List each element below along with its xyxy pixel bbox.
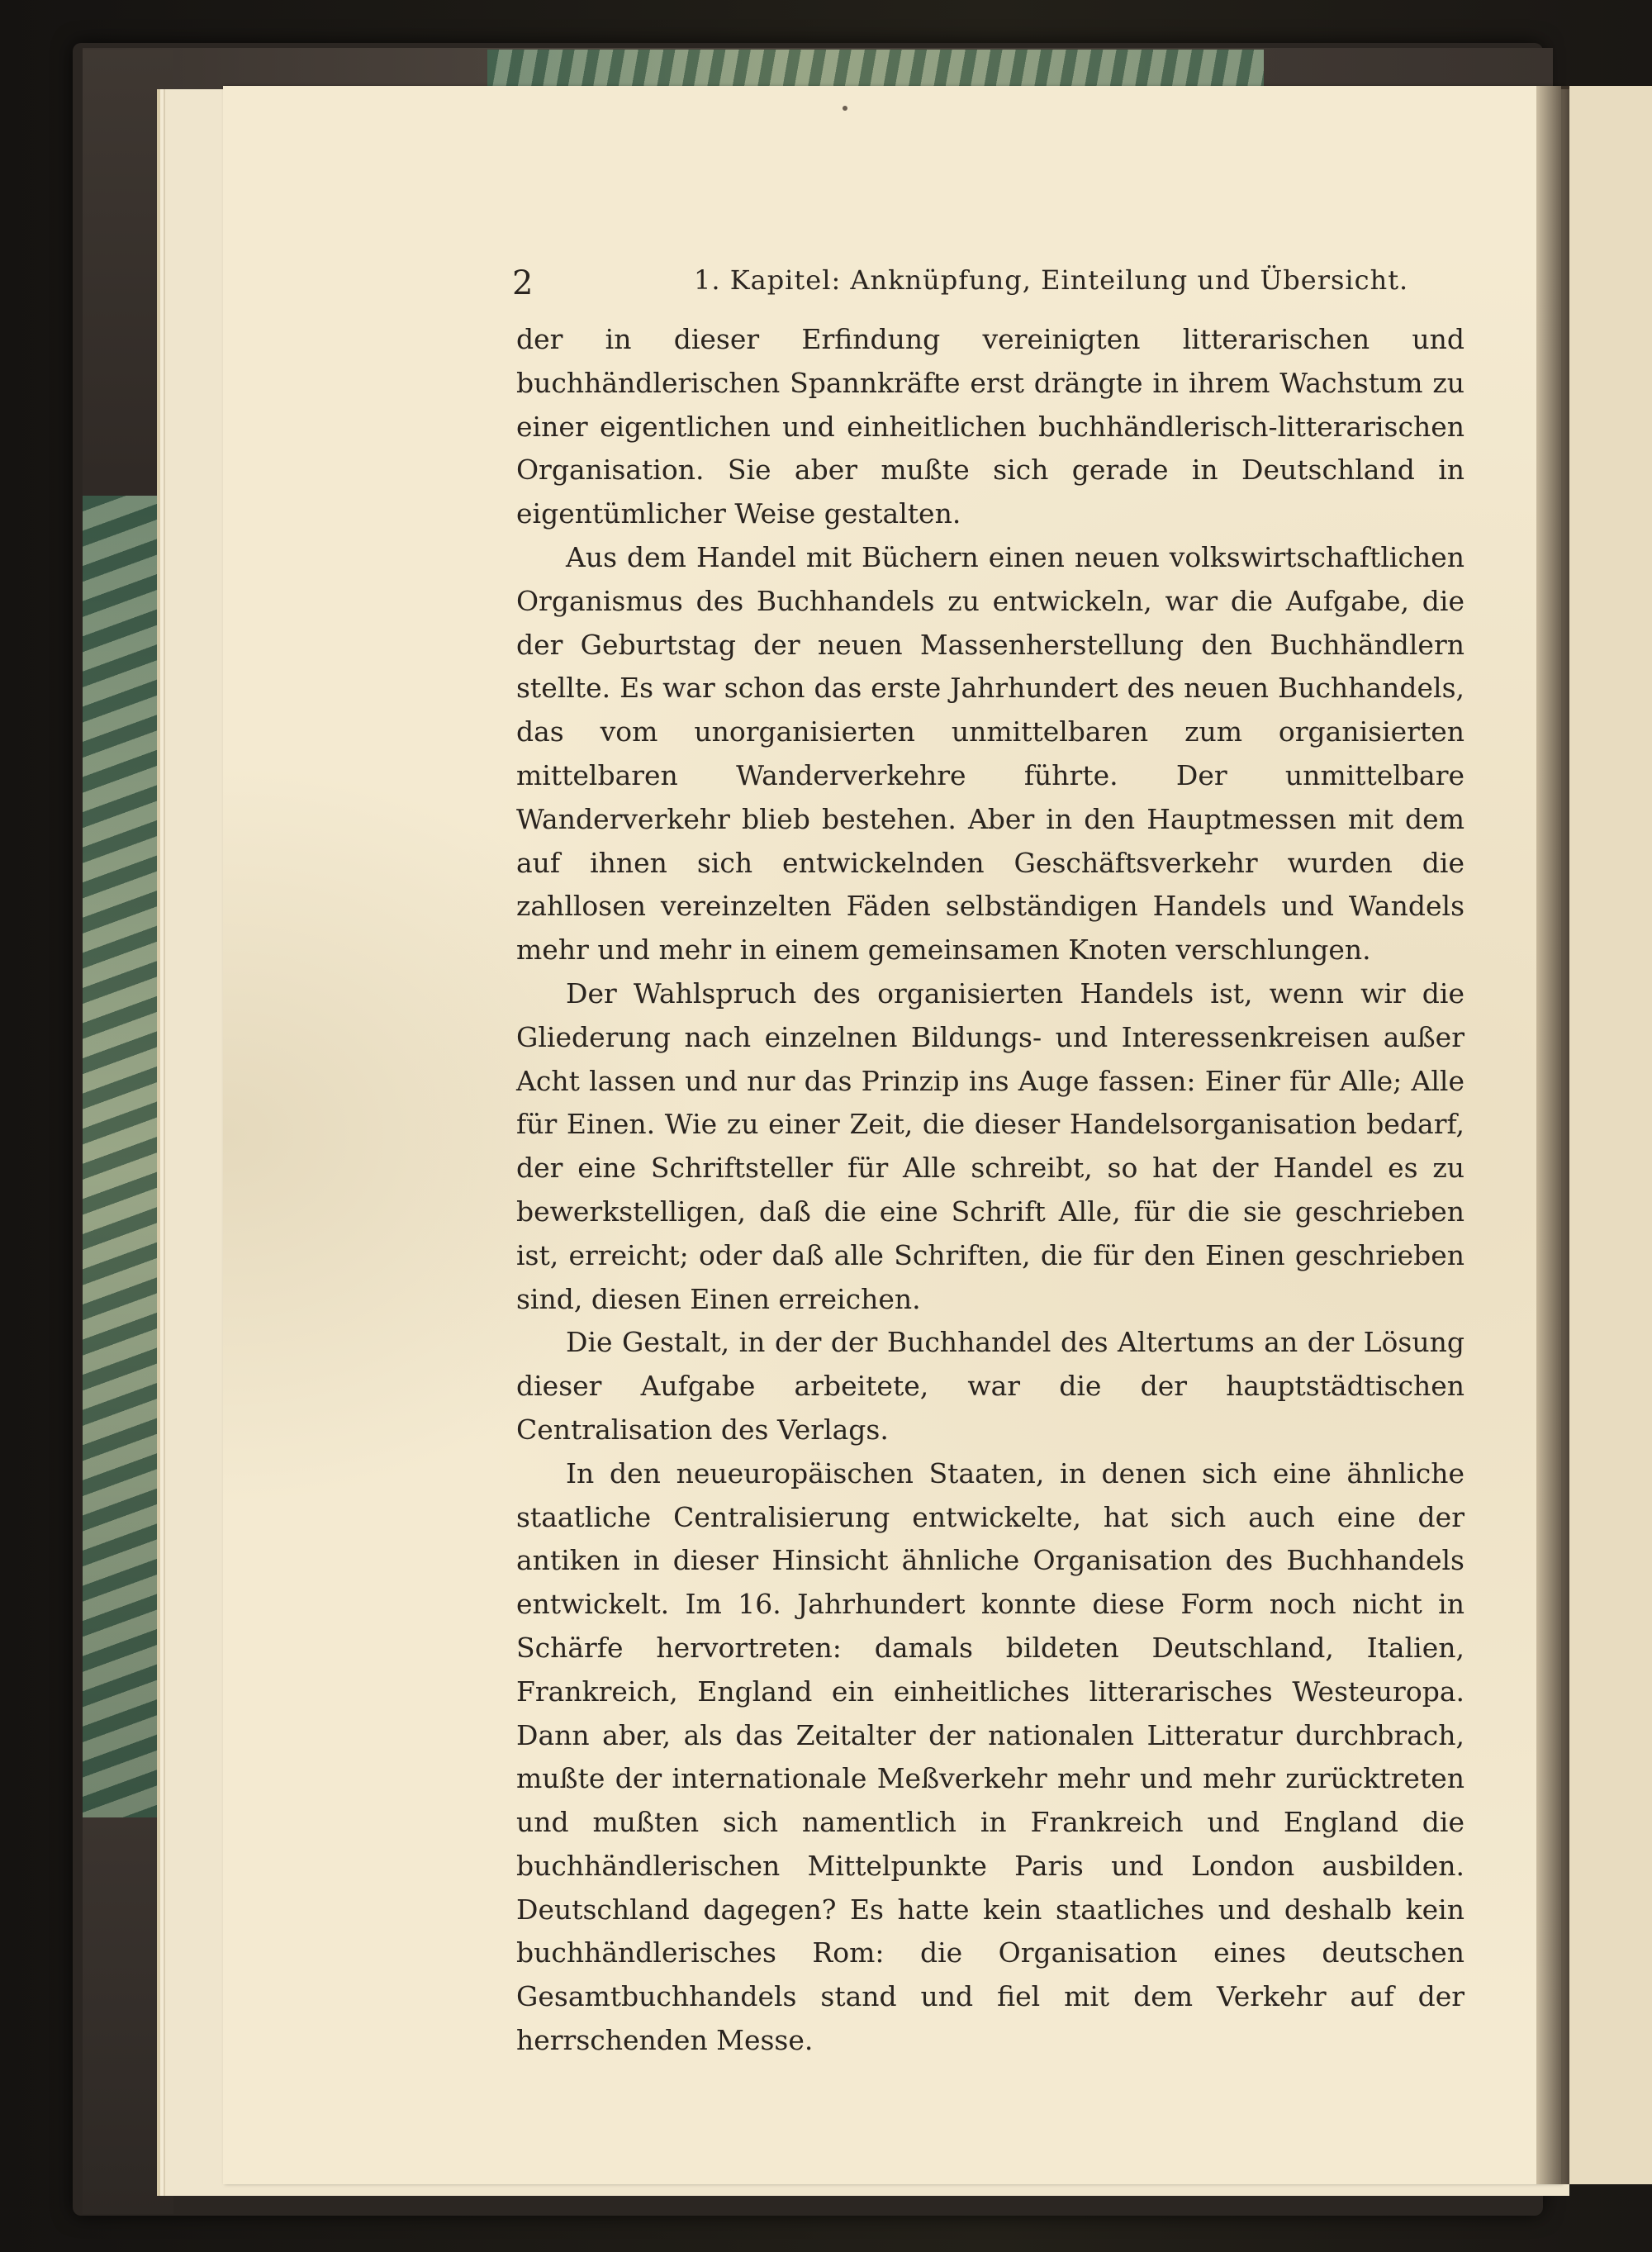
paragraph: Die Gestalt, in der der Buchhandel des Altertums an der Lösung dieser Aufgabe arbeitete, war die der hauptstädtischen Centralisation des Verlags. <box>516 1326 1464 1446</box>
paragraph: In den neueuropäischen Staaten, in denen sich eine ähnliche staatliche Centralisierung entwickelte, hat sich auch eine der antiken in dieser Hinsicht ähnliche Organisation des Buchhandels entwickelt. Im 16. Jahrhundert konnte diese Form noch nicht in Schärfe hervortreten: damals bildeten Deutschland, Italien, Frankreich, England ein einheitliches litterarisches Westeuropa. Dann aber, als das Zeitalter der nationalen Litteratur durchbrach, mußte der internationale Meßverkehr mehr und mehr zurücktreten und mußten sich namentlich in Frankreich und England die buchhändlerischen Mittelpunkte Paris und London ausbilden. Deutschland dagegen? Es hatte kein staatliches und deshalb kein buchhändlerisches Rom: die Organisation eines deutschen Gesamtbuchhandels stand und fiel mit dem Verkehr auf der herrschenden Messe. <box>516 1456 1464 2057</box>
facing-page-edge <box>1569 86 1652 2184</box>
gutter-shadow <box>1536 86 1569 2184</box>
cover-leather-corner-bottom <box>83 1817 173 2214</box>
body-text <box>516 318 1464 2063</box>
cover-leather-corner-top <box>83 50 173 512</box>
paragraph: Der Wahlspruch des organisierten Handels ist, wenn wir die Gliederung nach einzelnen Bildungs- und Interessenkreisen außer Acht lassen und nur das Prinzip ins Auge fassen: Einer für Alle; Alle für Einen. Wie zu einer Zeit, die dieser Handelsorganisation bedarf, der eine Schriftsteller für Alle schreibt, so hat der Handel es zu bewerkstelligen, daß die eine Schrift Alle, für die sie geschrieben ist, erreicht; oder daß alle Schriften, die für den Einen geschrieben sind, diesen Einen erreichen. <box>516 976 1464 1315</box>
paragraph: Aus dem Handel mit Büchern einen neuen volkswirtschaftlichen Organismus des Buchhandels zu entwickeln, war die Aufgabe, die der Geburtstag der neuen Massenherstellung den Buchhändlern stellte. Es war schon das erste Jahrhundert des neuen Buchhandels, das vom unorganisierten unmittelbaren zum organisierten mittelbaren Wanderverkehre führte. Der unmittelbare Wanderverkehr blieb bestehen. Aber in den Hauptmessen mit dem auf ihnen sich entwickelnden Geschäftsverkehr wurden die zahllosen vereinzelten Fäden selbständigen Handels und Wandels mehr und mehr in einem gemeinsamen Knoten verschlungen. <box>516 540 1464 967</box>
marbled-paper-left <box>83 496 165 1834</box>
running-head: 1. Kapitel: Anknüpfung, Einteilung und Übersicht. <box>694 264 1409 296</box>
ink-speck <box>843 106 847 111</box>
paragraph: der in dieser Erfindung vereinigten litterarischen und buchhändlerischen Spannkräfte erst drängte in ihrem Wachstum zu einer eigentlichen und einheitlichen buchhändlerisch-litterarischen Organisation. Sie aber mußte sich gerade in Deutschland in eigentümlicher Weise gestalten. <box>516 323 1464 530</box>
page-number: 2 <box>512 264 534 302</box>
